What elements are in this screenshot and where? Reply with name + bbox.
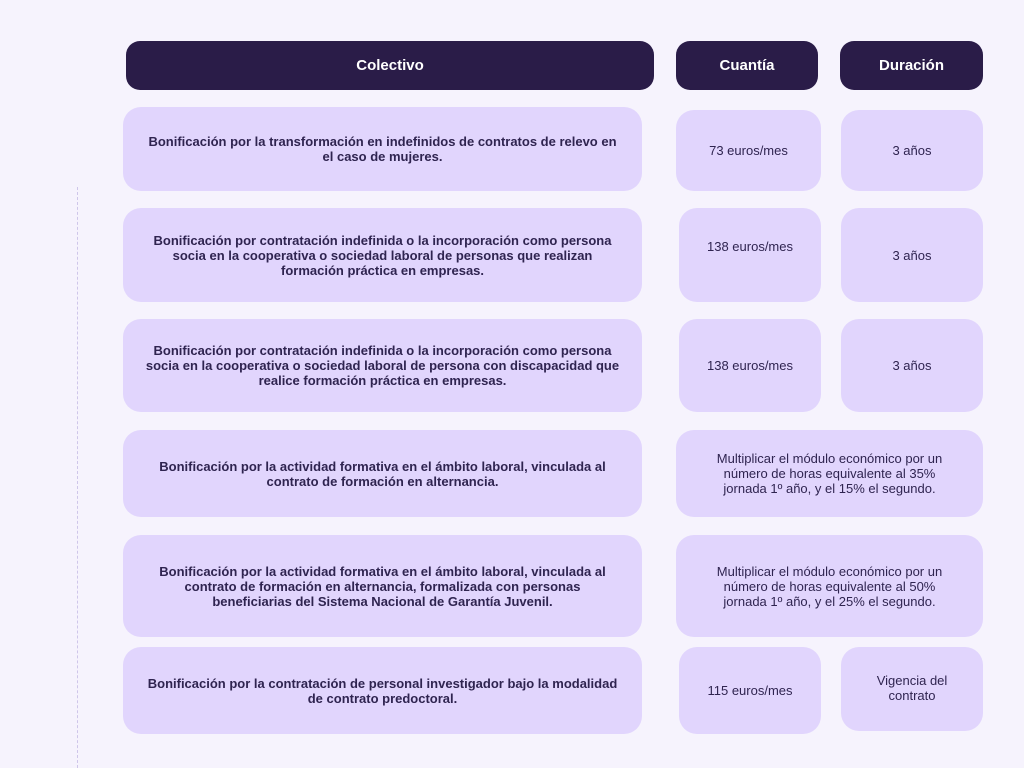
row-2-cuantia bbox=[679, 208, 821, 302]
row-5-cuantia-duracion bbox=[676, 535, 983, 637]
header-cuantia-label: Cuantía bbox=[719, 57, 775, 74]
row-3-cuantia bbox=[679, 319, 821, 412]
row-4-colectivo bbox=[123, 430, 642, 517]
header-colectivo bbox=[126, 41, 654, 90]
row-6-duracion-text: Vigencia del contrato bbox=[876, 673, 948, 703]
row-2-cuantia-text: 138 euros/mes bbox=[707, 239, 793, 254]
row-3-duracion-text: 3 años bbox=[892, 358, 932, 373]
row-4-cuantia-duracion-text: Multiplicar el módulo económico por un número de horas equivalente al 35% jornada 1º año, y el 15% el segundo. bbox=[716, 451, 943, 496]
row-6-colectivo bbox=[123, 647, 642, 734]
row-5-colectivo bbox=[123, 535, 642, 637]
row-6-duracion bbox=[841, 647, 983, 731]
row-2-duracion-text: 3 años bbox=[892, 247, 932, 263]
row-3-colectivo-text: Bonificación por contratación indefinida o la incorporación como persona socia en la cooperativa o sociedad laboral de persona con discapacidad que realice formación práctica en empresas. bbox=[145, 343, 620, 388]
row-6-colectivo-text: Bonificación por la contratación de personal investigador bajo la modalidad de contrato predoctoral. bbox=[147, 675, 618, 706]
dashed-divider bbox=[77, 187, 78, 768]
row-4-cuantia-duracion bbox=[676, 430, 983, 517]
row-1-duracion bbox=[841, 110, 983, 191]
header-cuantia bbox=[676, 41, 818, 90]
row-1-cuantia bbox=[676, 110, 821, 191]
header-colectivo-label: Colectivo bbox=[356, 57, 424, 74]
row-4-colectivo-text: Bonificación por la actividad formativa en el ámbito laboral, vinculada al contrato de formación en alternancia. bbox=[159, 458, 606, 489]
row-6-cuantia bbox=[679, 647, 821, 734]
row-5-colectivo-text: Bonificación por la actividad formativa en el ámbito laboral, vinculada al contrato de formación en alternancia, formalizada con personas beneficiarias del Sistema Nacional de Garantía Juvenil. bbox=[159, 563, 606, 609]
row-1-colectivo-text: Bonificación por la transformación en indefinidos de contratos de relevo en el caso de mujeres. bbox=[148, 134, 617, 164]
row-1-duracion-text: 3 años bbox=[892, 143, 932, 158]
row-3-duracion bbox=[841, 319, 983, 412]
row-1-colectivo bbox=[123, 107, 642, 191]
row-6-cuantia-text: 115 euros/mes bbox=[707, 683, 793, 698]
row-2-duracion bbox=[841, 208, 983, 302]
row-3-colectivo bbox=[123, 319, 642, 412]
header-duracion bbox=[840, 41, 983, 90]
row-5-cuantia-duracion-text: Multiplicar el módulo económico por un número de horas equivalente al 50% jornada 1º año, y el 25% el segundo. bbox=[716, 563, 943, 609]
row-2-colectivo-text: Bonificación por contratación indefinida o la incorporación como persona socia en la cooperativa o sociedad laboral de personas que realizan formación práctica en empresas. bbox=[153, 232, 612, 278]
row-3-cuantia-text: 138 euros/mes bbox=[707, 358, 793, 373]
header-duracion-label: Duración bbox=[878, 57, 944, 74]
row-2-colectivo bbox=[123, 208, 642, 302]
row-1-cuantia-text: 73 euros/mes bbox=[709, 143, 788, 158]
